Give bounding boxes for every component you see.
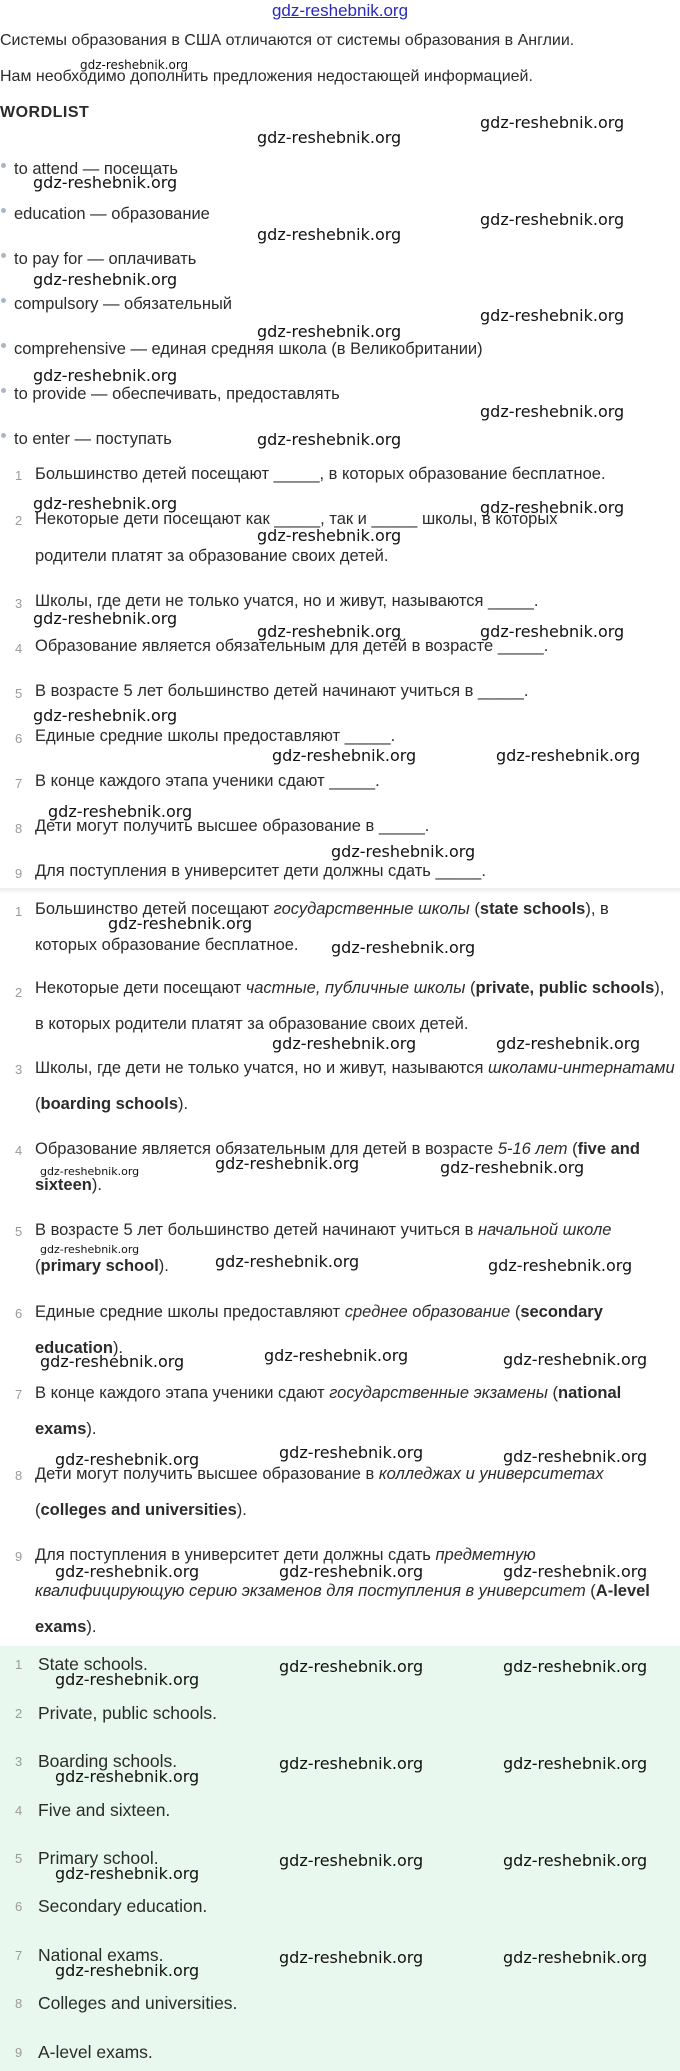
answer-number: 7 [15,1387,23,1402]
watermark: gdz-reshebnik.org [55,1450,200,1469]
watermark: gdz-reshebnik.org [488,1256,633,1275]
watermark: gdz-reshebnik.org [503,1447,648,1466]
wordlist-item-text: to pay for — оплачивать [14,250,197,268]
wordlist-item-text: to provide — обеспечивать, предоставлять [14,385,340,403]
question-text: Дети могут получить высшее образование в _____. [35,817,430,835]
watermark: gdz-reshebnik.org [80,58,189,72]
site-header-link[interactable]: gdz-reshebnik.org [271,1,409,20]
watermark: gdz-reshebnik.org [264,1346,409,1365]
question-text: Большинство детей посещают _____, в которых образование бесплатное. [35,465,606,483]
watermark: gdz-reshebnik.org [496,1034,641,1053]
question-number: 5 [15,686,23,701]
question-text: Для поступления в университет дети должны сдать _____. [35,862,486,880]
watermark: gdz-reshebnik.org [55,1562,200,1581]
intro-line-2: Нам необходимо дополнить предложения недостающей информацией. [0,68,533,85]
question-text: Единые средние школы предоставляют _____. [35,727,396,745]
watermark: gdz-reshebnik.org [257,622,402,641]
watermark: gdz-reshebnik.org [215,1252,360,1271]
watermark: gdz-reshebnik.org [55,1670,200,1689]
question-number: 4 [15,641,23,656]
watermark: gdz-reshebnik.org [331,938,476,957]
short-answer-text: Private, public schools. [38,1703,217,1723]
answer-text: Дети могут получить высшее образование в колледжах и университетах (colleges and universities). [35,1465,604,1519]
bullet-icon [1,433,6,438]
watermark: gdz-reshebnik.org [279,1657,424,1676]
wordlist-item [14,250,196,269]
answer-number: 6 [15,1306,23,1321]
wordlist-title: WORDLIST [0,104,90,121]
short-answer-text: A-level exams. [38,2042,153,2062]
answer-number: 8 [15,1468,23,1483]
watermark: gdz-reshebnik.org [40,1352,185,1371]
bullet-icon [1,388,6,393]
short-answer-text: National exams. [38,1945,164,1965]
wordlist-item-text: to enter — поступать [14,430,172,448]
watermark: gdz-reshebnik.org [33,494,178,513]
watermark: gdz-reshebnik.org [33,366,178,385]
answer-text: В конце каждого этапа ученики сдают государственные экзамены (national exams). [35,1384,622,1438]
short-answer-text: Five and sixteen. [38,1800,171,1820]
watermark: gdz-reshebnik.org [503,1562,648,1581]
watermark: gdz-reshebnik.org [215,1154,360,1173]
answer-text: Образование является обязательным для детей в возрасте 5-16 лет (five and sixteen). [35,1140,640,1194]
answer-number: 4 [15,1143,23,1158]
short-answer-text: Boarding schools. [38,1751,178,1771]
answer-number: 1 [15,904,23,919]
watermark: gdz-reshebnik.org [279,1443,424,1462]
wordlist-item [14,295,232,314]
short-answer-text: State schools. [38,1654,148,1674]
question-number: 3 [15,596,23,611]
watermark: gdz-reshebnik.org [279,1562,424,1581]
short-answer-number: 7 [15,1948,23,1963]
watermark: gdz-reshebnik.org [503,1754,648,1773]
watermark: gdz-reshebnik.org [272,1034,417,1053]
answer-text: Школы, где дети не только учатся, но и живут, называются школами-интернатами (boarding schools). [35,1059,675,1113]
question-text: В конце каждого этапа ученики сдают _____. [35,772,380,790]
question-number: 2 [15,513,23,528]
short-answer-number: 8 [15,1996,23,2011]
watermark: gdz-reshebnik.org [33,706,178,725]
watermark: gdz-reshebnik.org [108,914,253,933]
question-number: 7 [15,776,23,791]
question-number: 1 [15,468,23,483]
short-answer-text: Secondary education. [38,1896,208,1916]
watermark: gdz-reshebnik.org [257,430,402,449]
watermark: gdz-reshebnik.org [33,173,178,192]
watermark: gdz-reshebnik.org [40,1243,140,1256]
short-answer-number: 4 [15,1803,23,1818]
wordlist-item-text: comprehensive — единая средняя школа (в Великобритании) [14,340,483,358]
intro-line-1: Системы образования в США отличаются от системы образования в Англии. [0,32,575,49]
short-answer-text: Primary school. [38,1848,159,1868]
watermark: gdz-reshebnik.org [55,1864,200,1883]
short-answer-number: 1 [15,1657,23,1672]
question-number: 6 [15,731,23,746]
answer-text: Некоторые дети посещают частные, публичные школы (private, public schools), в которых родители платят за образование своих детей. [35,979,665,1033]
answer-number: 9 [15,1549,23,1564]
short-answer-number: 9 [15,2045,23,2060]
watermark: gdz-reshebnik.org [257,128,402,147]
answer-text: Для поступления в университет дети должны сдать предметную квалифицирующую серию экзаменов для поступления в университет (A-level exams). [35,1546,650,1636]
bullet-icon [1,208,6,213]
watermark: gdz-reshebnik.org [503,1948,648,1967]
short-answer-number: 6 [15,1899,23,1914]
question-text: Некоторые дети посещают как _____, так и _____ школы, в которых [35,510,558,528]
wordlist-item [14,340,483,359]
question-text: Школы, где дети не только учатся, но и живут, называются _____. [35,592,539,610]
watermark: gdz-reshebnik.org [257,322,402,341]
wordlist-item-text: to attend — посещать [14,160,178,178]
watermark: gdz-reshebnik.org [480,498,625,517]
watermark: gdz-reshebnik.org [503,1657,648,1676]
answer-number: 3 [15,1062,23,1077]
watermark: gdz-reshebnik.org [496,746,641,765]
watermark: gdz-reshebnik.org [503,1350,648,1369]
wordlist-item [14,205,210,224]
wordlist-item [14,385,340,404]
watermark: gdz-reshebnik.org [33,609,178,628]
watermark: gdz-reshebnik.org [480,402,625,421]
question-text-cont: родители платят за образование своих детей. [35,547,389,565]
watermark: gdz-reshebnik.org [55,1767,200,1786]
watermark: gdz-reshebnik.org [257,225,402,244]
question-number: 9 [15,866,23,881]
watermark: gdz-reshebnik.org [40,1165,140,1178]
watermark: gdz-reshebnik.org [331,842,476,861]
short-answer-number: 3 [15,1754,23,1769]
answer-number: 2 [15,985,23,1000]
watermark: gdz-reshebnik.org [48,802,193,821]
short-answer-number: 2 [15,1706,23,1721]
question-text: В возрасте 5 лет большинство детей начинают учиться в _____. [35,682,529,700]
watermark: gdz-reshebnik.org [480,622,625,641]
answer-number: 5 [15,1224,23,1239]
watermark: gdz-reshebnik.org [279,1754,424,1773]
watermark: gdz-reshebnik.org [480,306,625,325]
watermark: gdz-reshebnik.org [279,1948,424,1967]
short-answer-number: 5 [15,1851,23,1866]
watermark: gdz-reshebnik.org [272,746,417,765]
bullet-icon [1,253,6,258]
watermark: gdz-reshebnik.org [480,113,625,132]
watermark: gdz-reshebnik.org [480,210,625,229]
bullet-icon [1,298,6,303]
short-answer-text: Colleges and universities. [38,1993,238,2013]
wordlist-item-text: compulsory — обязательный [14,295,233,313]
bullet-icon [1,163,6,168]
watermark: gdz-reshebnik.org [503,1851,648,1870]
answer-text: В возрасте 5 лет большинство детей начинают учиться в начальной школе (primary school). [35,1221,612,1275]
bullet-icon [1,343,6,348]
watermark: gdz-reshebnik.org [279,1851,424,1870]
watermark: gdz-reshebnik.org [33,270,178,289]
question-number: 8 [15,821,23,836]
answer-text: Большинство детей посещают государственные школы (state schools), в которых образование бесплатное. [35,900,609,954]
wordlist-item [14,430,172,449]
wordlist-item-text: education — образование [14,205,210,223]
watermark: gdz-reshebnik.org [440,1158,585,1177]
watermark: gdz-reshebnik.org [55,1961,200,1980]
answer-text: Единые средние школы предоставляют среднее образование (secondary education). [35,1303,603,1357]
question-text: Образование является обязательным для детей в возрасте _____. [35,637,549,655]
watermark: gdz-reshebnik.org [257,526,402,545]
